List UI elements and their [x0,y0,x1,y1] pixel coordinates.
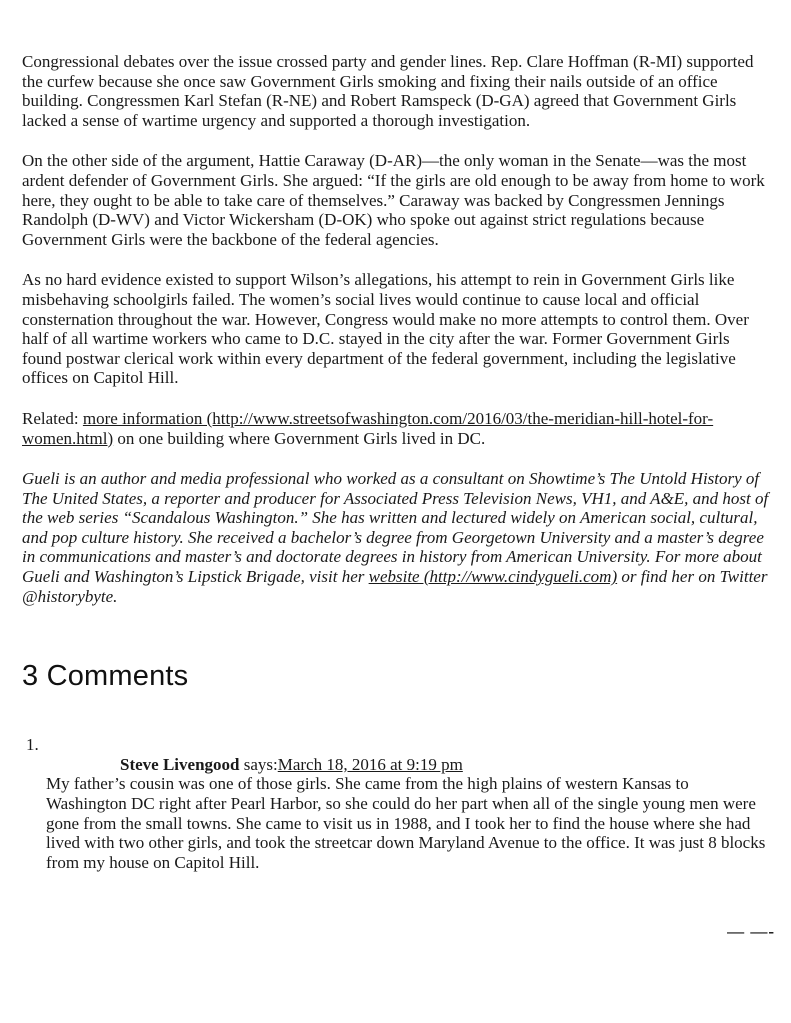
author-bio-text-end: or find her on Twitter @historybyte. [22,567,768,606]
article-paragraph-2: On the other side of the argument, Hattie Caraway (D-AR)—the only woman in the Senate—was the most ardent defender of Government Girls. She argued: “If the girls are old enough to be away from home to work here, they ought to be able to take care of themselves.” Caraway was backed by Congressmen Jennings Randolph (D-WV) and Victor Wickersham (D-OK) who spoke out against strict regulations because Government Girls were the backbone of the federal agencies. [22,151,765,249]
related-link[interactable]: more information (http://www.streetsofwashington.com/2016/03/the-meridian-hill-hotel-for-women.html) [22,408,714,448]
comment-body: My father’s cousin was one of those girls. She came from the high plains of western Kansas to Washington DC right after Pearl Harbor, so she could do her part when all of the single young men were gone from the small towns. She came to visit us in 1988, and I took her to find the house where she had lived with two other girls, and took the streetcar down Maryland Avenue to the office. It was just 8 blocks from my house on Capitol Hill. [46,774,766,872]
author-bio-text: Gueli is an author and media professional who worked as a consultant on Showtime’s The Untold History of The United States, a reporter and producer for Associated Press Television News, VH1, and A&E, and host of the web series “Scandalous Washington.” She has written and lectured widely on American social, cultural, and pop culture history. She received a bachelor’s degree from Georgetown University and a master’s degree in communications and master’s and doctorate degrees in history from American University. For more about Gueli and Washington’s Lipstick Brigade, visit her [22,469,769,587]
bio-website-link[interactable]: website (http://www.cindygueli.com) [368,567,618,587]
comment-content [46,755,770,873]
comment-author: Steve Livengood [120,754,240,774]
comments-section [22,660,770,872]
article-paragraph-1: Congressional debates over the issue crossed party and gender lines. Rep. Clare Hoffman (R-MI) supported the curfew because she once saw Government Girls smoking and fixing their nails outside of an office building. Congressmen Karl Stefan (R-NE) and Robert Ramspeck (D-GA) agreed that Government Girls lacked a sense of wartime urgency and supported a thorough investigation. [22,52,754,130]
comment-number: 1. [26,735,39,755]
article-paragraph-3: As no hard evidence existed to support Wilson’s allegations, his attempt to rein in Government Girls like misbehaving schoolgirls failed. The women’s social lives would continue to cause local and official consternation throughout the war. However, Congress would make no more attempts to control them. Over half of all wartime workers who came to D.C. stayed in the city after the war. Former Government Girls found postwar clerical work within every department of the federal government, including the legislative offices on Capitol Hill. [22,270,749,388]
author-bio [22,469,770,606]
comments-heading: 3 Comments [22,660,189,693]
article-body [22,52,770,606]
comment-says-label: says: [239,754,278,774]
dash-fragment: — —- [727,922,775,941]
related-suffix: on one building where Government Girls lived in DC. [113,428,486,448]
related-line [22,409,770,448]
comment-item [22,735,770,872]
related-prefix: Related: [22,408,83,428]
comment-date-link[interactable]: March 18, 2016 at 9:19 pm [277,754,463,774]
comment-meta [120,755,770,775]
